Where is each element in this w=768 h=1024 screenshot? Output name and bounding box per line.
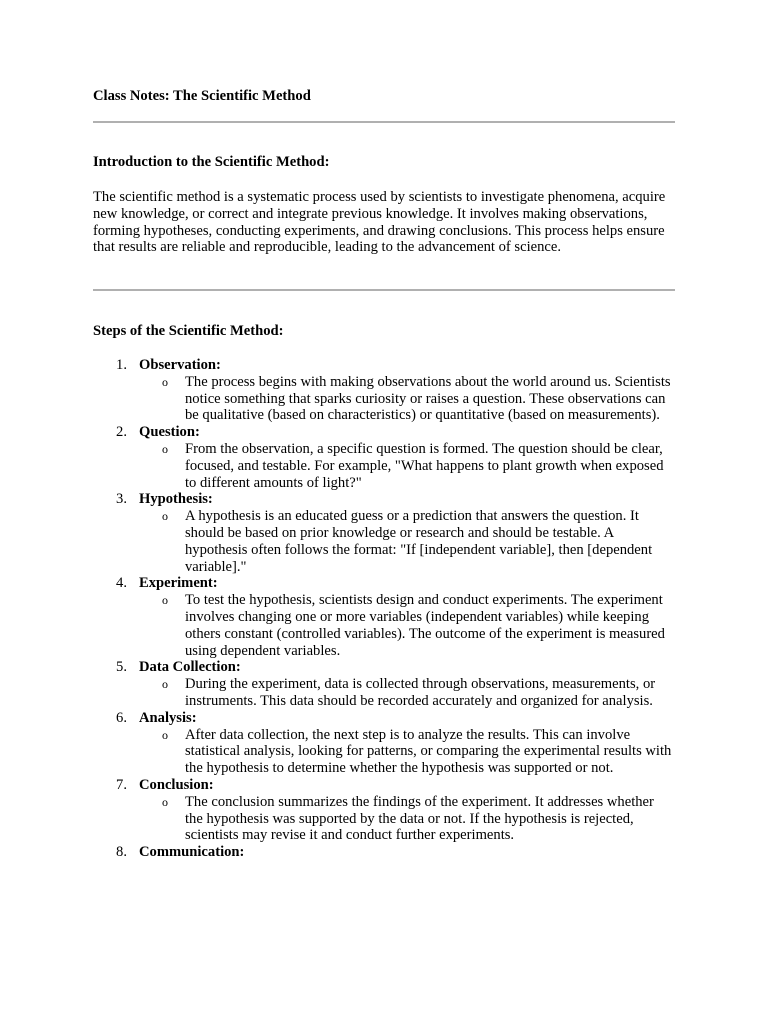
step-bullet bbox=[93, 592, 675, 659]
step-description: A hypothesis is an educated guess or a prediction that answers the question. It should be based on prior knowledge or research and should be testable. A hypothesis often follows the format: "If [independent variable], then [dependent variable]." bbox=[185, 508, 653, 575]
step-bullet bbox=[93, 508, 675, 575]
step-bullet bbox=[93, 374, 675, 424]
bullet-marker: o bbox=[162, 441, 168, 456]
step-number: 4. bbox=[116, 575, 127, 592]
bullet-marker: o bbox=[162, 677, 168, 692]
step-description: From the observation, a specific question is formed. The question should be clear, focused, and testable. For example, "What happens to plant growth when exposed to different amounts of light?" bbox=[185, 440, 664, 491]
step-number: 7. bbox=[116, 776, 127, 793]
step-title: Experiment: bbox=[139, 575, 218, 592]
step-description: The process begins with making observations about the world around us. Scientists notice something that sparks curiosity or raises a question. These observations can be qualitative (based on characteristics) or quantitative (based on measurements). bbox=[185, 373, 671, 424]
step-title: Hypothesis: bbox=[139, 491, 213, 508]
step-bullet bbox=[93, 727, 675, 777]
list-item bbox=[93, 424, 675, 491]
step-title: Question: bbox=[139, 424, 200, 441]
intro-heading: Introduction to the Scientific Method: bbox=[93, 154, 330, 170]
step-number: 8. bbox=[116, 844, 127, 861]
step-number: 6. bbox=[116, 709, 127, 726]
step-bullet bbox=[93, 794, 675, 844]
list-item bbox=[93, 659, 675, 709]
step-title: Observation: bbox=[139, 357, 221, 373]
intro-paragraph: The scientific method is a systematic process used by scientists to investigate phenomena, acquire new knowledge, or correct and integrate previous knowledge. It involves making observations, forming hypotheses, conducting experiments, and drawing conclusions. This process helps ensure that results are reliable and reproducible, leading to the advancement of science. bbox=[93, 189, 666, 256]
bullet-marker: o bbox=[162, 509, 168, 524]
step-bullet bbox=[93, 676, 675, 710]
document-title: Class Notes: The Scientific Method bbox=[93, 88, 311, 104]
step-title: Data Collection: bbox=[139, 659, 241, 676]
bullet-marker: o bbox=[162, 374, 168, 389]
bullet-marker: o bbox=[162, 593, 168, 608]
list-item bbox=[93, 844, 675, 861]
horizontal-rule bbox=[93, 289, 675, 291]
list-item bbox=[93, 710, 675, 777]
list-item bbox=[93, 777, 675, 844]
list-item bbox=[93, 575, 675, 659]
steps-list bbox=[93, 357, 675, 861]
bullet-marker: o bbox=[162, 727, 168, 742]
step-title: Analysis: bbox=[139, 709, 197, 726]
step-description: To test the hypothesis, scientists design and conduct experiments. The experiment involves changing one or more variables (independent variables) while keeping others constant (controlled variables). The outcome of the experiment is measured using dependent variables. bbox=[185, 592, 665, 659]
step-number: 3. bbox=[116, 491, 127, 508]
steps-heading: Steps of the Scientific Method: bbox=[93, 323, 284, 339]
step-description: After data collection, the next step is to analyze the results. This can involve statistical analysis, looking for patterns, or comparing the experimental results with the hypothesis to determine whether the hypothesis was supported or not. bbox=[185, 726, 672, 777]
step-number: 1. bbox=[116, 357, 127, 373]
list-item bbox=[93, 357, 675, 424]
step-title: Conclusion: bbox=[139, 776, 214, 793]
step-bullet bbox=[93, 441, 675, 491]
step-number: 5. bbox=[116, 659, 127, 676]
step-description: During the experiment, data is collected through observations, measurements, or instruments. This data should be recorded accurately and organized for analysis. bbox=[185, 676, 656, 709]
list-item bbox=[93, 491, 675, 575]
step-title: Communication: bbox=[139, 844, 245, 861]
step-number: 2. bbox=[116, 424, 127, 441]
bullet-marker: o bbox=[162, 794, 168, 809]
step-description: The conclusion summarizes the findings of the experiment. It addresses whether the hypothesis was supported by the data or not. If the hypothesis is rejected, scientists may revise it and conduct further experiments. bbox=[185, 793, 654, 844]
horizontal-rule bbox=[93, 121, 675, 123]
